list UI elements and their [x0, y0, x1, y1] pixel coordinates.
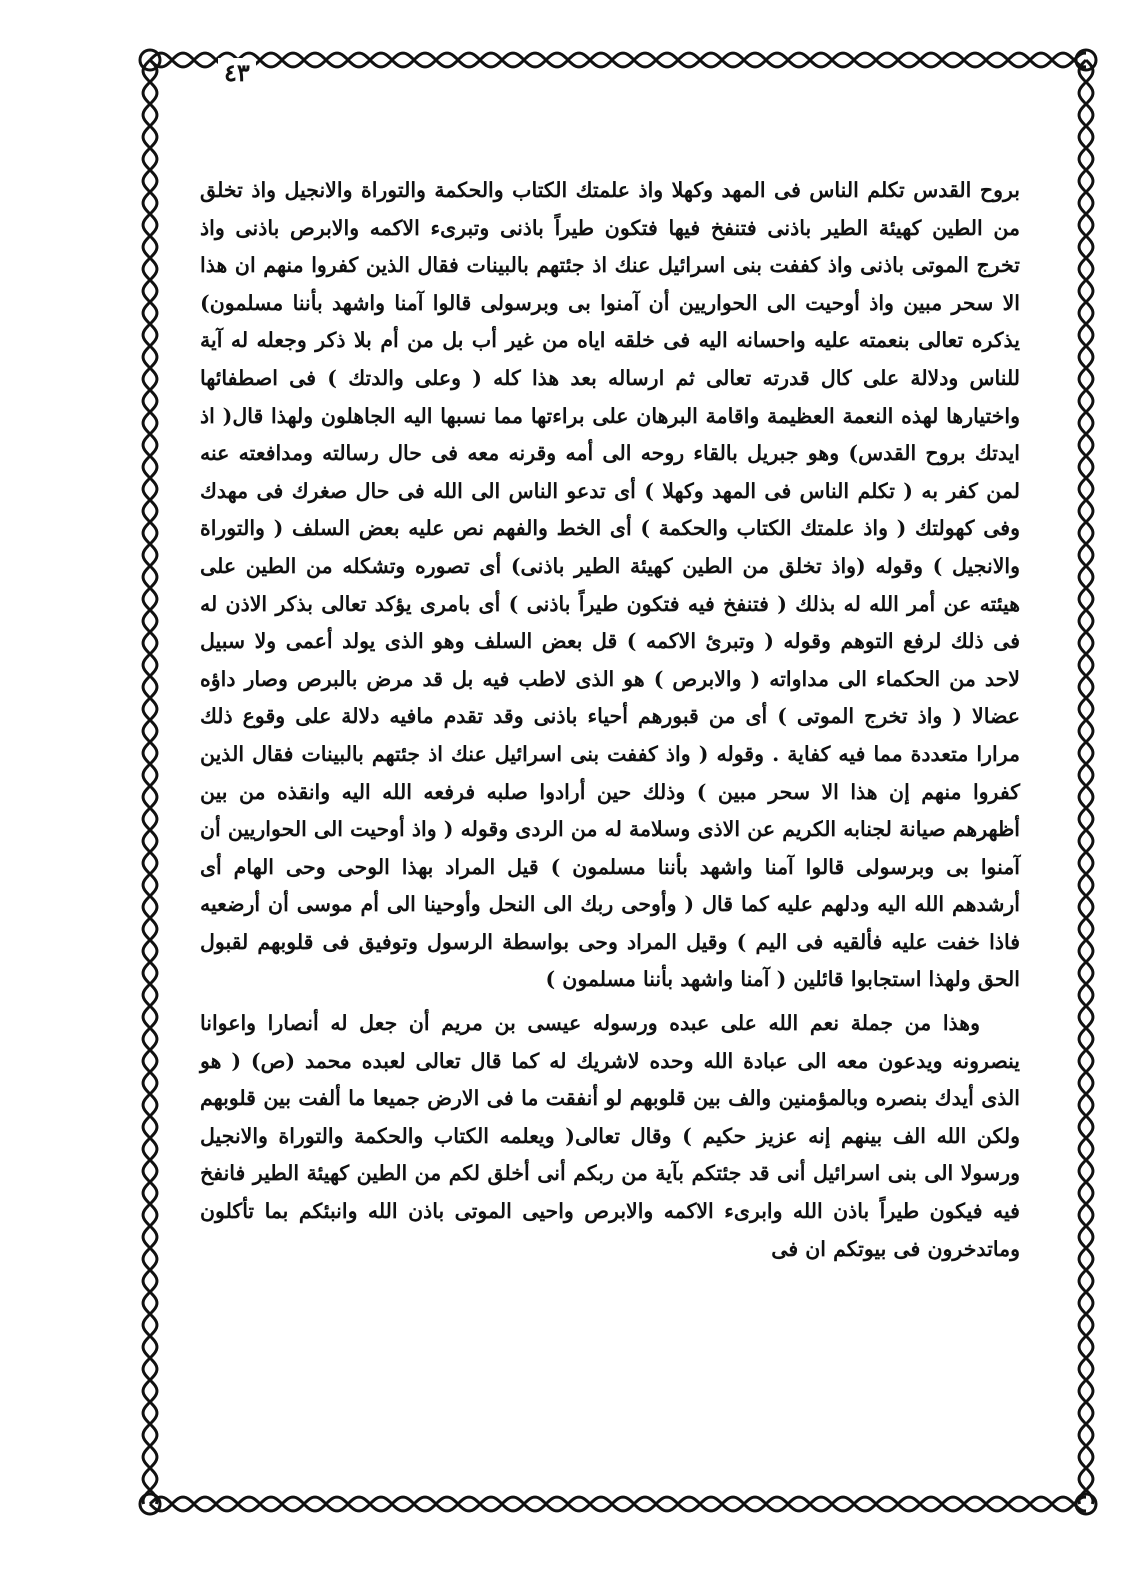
body-text — [200, 172, 1020, 1432]
paragraph-2: وهذا من جملة نعم الله على عبده ورسوله عيسى بن مريم أن جعل له أنصارا واعوانا ينصرونه ويدعون معه الى عبادة الله وحده لاشريك له كما قال تعالى لعبده محمد (ص) ( هو الذى أيدك بنصره وبالمؤمنين والف بين قلوبهم لو أنفقت ما فى الارض جميعا ما ألفت بين قلوبهم ولكن الله الف بينهم إنه عزيز حكيم ) وقال تعالى( ويعلمه الكتاب والحكمة والتوراة والانجيل ورسولا الى بنى اسرائيل أنى قد جئتكم بآية من ربكم أنى أخلق لكم من الطين كهيئة الطير فانفخ فيه فيكون طيراً باذن الله وابرىء الاكمه والابرص واحيى الموتى باذن الله وانبئكم بما تأكلون وماتدخرون فى بيوتكم ان فى — [200, 1011, 1020, 1261]
paragraph-1: بروح القدس تكلم الناس فى المهد وكهلا واذ علمتك الكتاب والحكمة والتوراة والانجيل واذ تخلق من الطين كهيئة الطير باذنى فتنفخ فيها فتكون طيراً باذنى وتبرىء الاكمه والابرص باذنى واذ تخرج الموتى باذنى واذ كففت بنى اسرائيل عنك اذ جئتهم بالبينات فقال الذين كفروا منهم ان هذا الا سحر مبين واذ أوحيت الى الحواريين أن آمنوا بى وبرسولى قالوا آمنا واشهد بأننا مسلمون) يذكره تعالى بنعمته عليه واحسانه اليه فى خلقه اياه من غير أب بل من أم بلا ذكر وجعله له آية للناس ودلالة على كال قدرته تعالى ثم ارساله بعد هذا كله ( وعلى والدتك ) فى اصطفائها واختيارها لهذه النعمة العظيمة واقامة البرهان على براءتها مما نسبها اليه الجاهلون ولهذا قال( اذ ايدتك بروح القدس) وهو جبريل بالقاء روحه الى أمه وقرنه معه فى حال رسالته ومدافعته عنه لمن كفر به ( تكلم الناس فى المهد وكهلا ) أى تدعو الناس الى الله فى حال صغرك فى مهدك وفى كهولتك ( واذ علمتك الكتاب والحكمة ) أى الخط والفهم نص عليه بعض السلف ( والتوراة والانجيل ) وقوله (واذ تخلق من الطين كهيئة الطير باذنى) أى تصوره وتشكله من الطين على هيئته عن أمر الله له بذلك ( فتنفخ فيه فتكون طيراً باذنى ) أى بامرى يؤكد تعالى بذكر الاذن له فى ذلك لرفع التوهم وقوله ( وتبرئ الاكمه ) قل بعض السلف وهو الذى يولد أعمى ولا سبيل لاحد من الحكماء الى مداواته ( والابرص ) هو الذى لاطب فيه بل قد مرض بالبرص وصار داؤه عضالا ( واذ تخرج الموتى ) أى من قبورهم أحياء باذنى وقد تقدم مافيه دلالة على وقوع ذلك مرارا متعددة مما فيه كفاية . وقوله ( واذ كففت بنى اسرائيل عنك اذ جئتهم بالبينات فقال الذين كفروا منهم إن هذا الا سحر مبين ) وذلك حين أرادوا صلبه فرفعه الله اليه وانقذه من بين أظهرهم صيانة لجنابه الكريم عن الاذى وسلامة له من الردى وقوله ( واذ أوحيت الى الحواريين أن آمنوا بى وبرسولى قالوا آمنا واشهد بأننا مسلمون ) قيل المراد بهذا الوحى وحى الهام أى أرشدهم الله اليه ودلهم عليه كما قال ( وأوحى ربك الى النحل وأوحينا الى أم موسى أن أرضعيه فاذا خفت عليه فألقيه فى اليم ) وقيل المراد وحى بواسطة الرسول وتوفيق فى قلوبهم لقبول الحق ولهذا استجابوا قائلين ( آمنا واشهد بأننا مسلمون ) — [200, 178, 1020, 992]
page-number: ٤٣ — [218, 58, 256, 87]
